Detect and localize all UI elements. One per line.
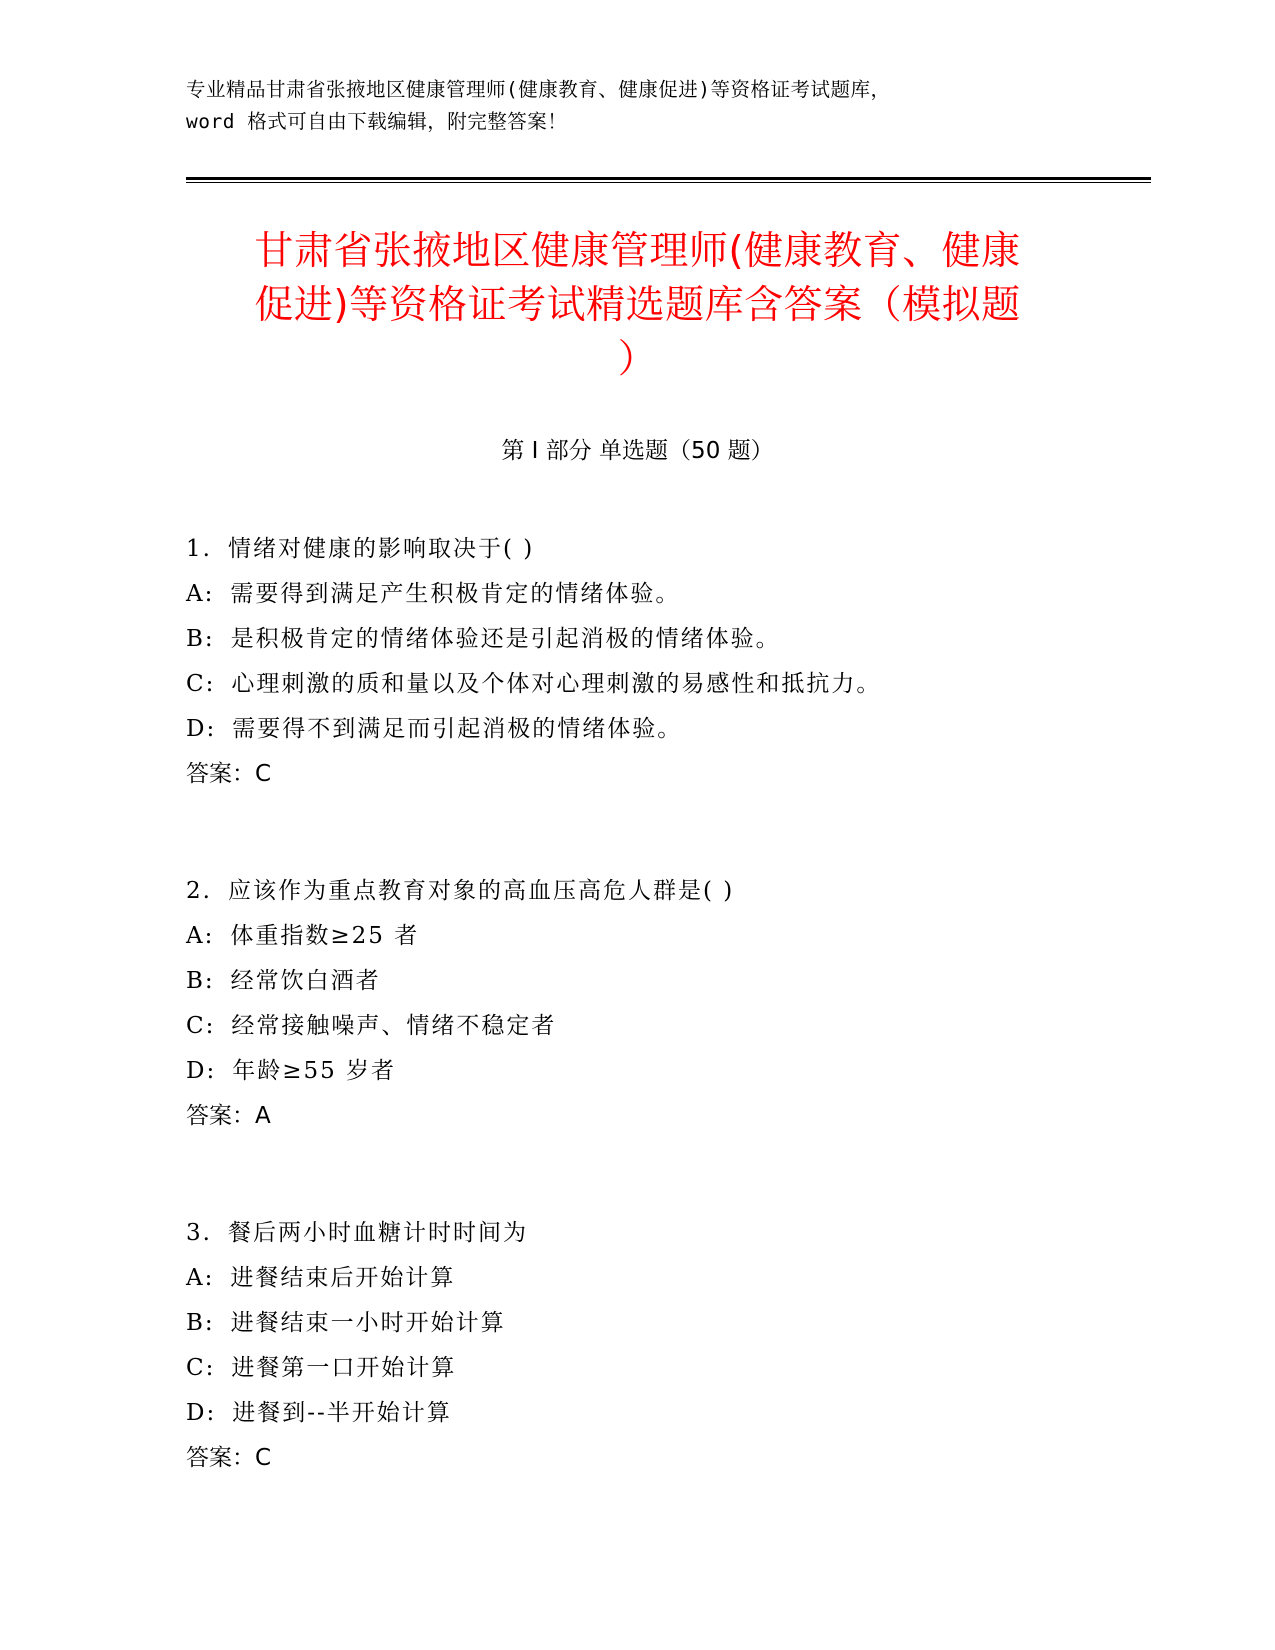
option-d <box>186 1391 1146 1436</box>
answer: 答案：A <box>186 1103 271 1129</box>
header-note <box>186 74 1106 138</box>
header-rule-thin <box>186 182 1151 183</box>
option-text: 是积极肯定的情绪体验还是引起消极的情绪体验。 <box>230 626 781 652</box>
option-letter: A: <box>186 923 215 949</box>
question-number: 1. <box>186 536 212 562</box>
option-letter: C: <box>186 1013 216 1039</box>
option-c <box>186 1346 1146 1391</box>
header-rule-thick <box>186 177 1151 180</box>
question-number: 3. <box>186 1220 212 1246</box>
option-letter: D: <box>186 1400 217 1426</box>
option-b <box>186 959 1146 1004</box>
document-title-line-2: 促进)等资格证考试精选题库含答案（模拟题 <box>254 283 1021 328</box>
option-b <box>186 617 1146 662</box>
option-text: 进餐结束后开始计算 <box>230 1265 456 1291</box>
option-text: 进餐到--半开始计算 <box>232 1400 452 1426</box>
option-text: 体重指数≥25 者 <box>230 923 420 949</box>
question-stem <box>186 527 1146 572</box>
option-letter: A: <box>186 581 215 607</box>
document-title <box>180 225 1095 387</box>
answer: 答案：C <box>186 1445 272 1471</box>
header-note-line-2: word 格式可自由下载编辑，附完整答案！ <box>186 110 568 133</box>
answer: 答案：C <box>186 761 272 787</box>
question-number: 2. <box>186 878 212 904</box>
document-title-line-3: ） <box>617 337 658 382</box>
option-a <box>186 914 1146 959</box>
option-text: 年龄≥55 岁者 <box>232 1058 397 1084</box>
option-a <box>186 572 1146 617</box>
option-text: 经常饮白酒者 <box>230 968 381 994</box>
header-note-line-1: 专业精品甘肃省张掖地区健康管理师(健康教育、健康促进)等资格证考试题库， <box>186 78 891 101</box>
option-letter: C: <box>186 1355 216 1381</box>
option-text: 经常接触噪声、情绪不稳定者 <box>231 1013 557 1039</box>
question-text: 情绪对健康的影响取决于( ) <box>227 536 535 562</box>
question-stem <box>186 869 1146 914</box>
question-stem <box>186 1211 1146 1256</box>
option-b <box>186 1301 1146 1346</box>
option-c <box>186 1004 1146 1049</box>
question-text: 餐后两小时血糖计时时间为 <box>227 1220 528 1246</box>
question-2 <box>186 869 1146 1139</box>
option-text: 进餐第一口开始计算 <box>231 1355 457 1381</box>
option-letter: B: <box>186 1310 215 1336</box>
option-a <box>186 1256 1146 1301</box>
option-letter: C: <box>186 671 216 697</box>
document-title-line-1: 甘肃省张掖地区健康管理师(健康教育、健康 <box>254 229 1021 274</box>
question-1 <box>186 527 1146 797</box>
option-letter: B: <box>186 626 215 652</box>
option-d <box>186 1049 1146 1094</box>
option-text: 心理刺激的质和量以及个体对心理刺激的易感性和抵抗力。 <box>231 671 882 697</box>
option-text: 进餐结束一小时开始计算 <box>230 1310 506 1336</box>
option-d <box>186 707 1146 752</box>
section-title: 第 I 部分 单选题（50 题） <box>501 438 774 464</box>
option-text: 需要得到满足产生积极肯定的情绪体验。 <box>230 581 681 607</box>
question-list <box>186 527 1146 1553</box>
option-text: 需要得不到满足而引起消极的情绪体验。 <box>232 716 683 742</box>
option-c <box>186 662 1146 707</box>
option-letter: D: <box>186 1058 217 1084</box>
question-3 <box>186 1211 1146 1481</box>
question-text: 应该作为重点教育对象的高血压高危人群是( ) <box>227 878 735 904</box>
option-letter: A: <box>186 1265 215 1291</box>
option-letter: B: <box>186 968 215 994</box>
option-letter: D: <box>186 716 217 742</box>
